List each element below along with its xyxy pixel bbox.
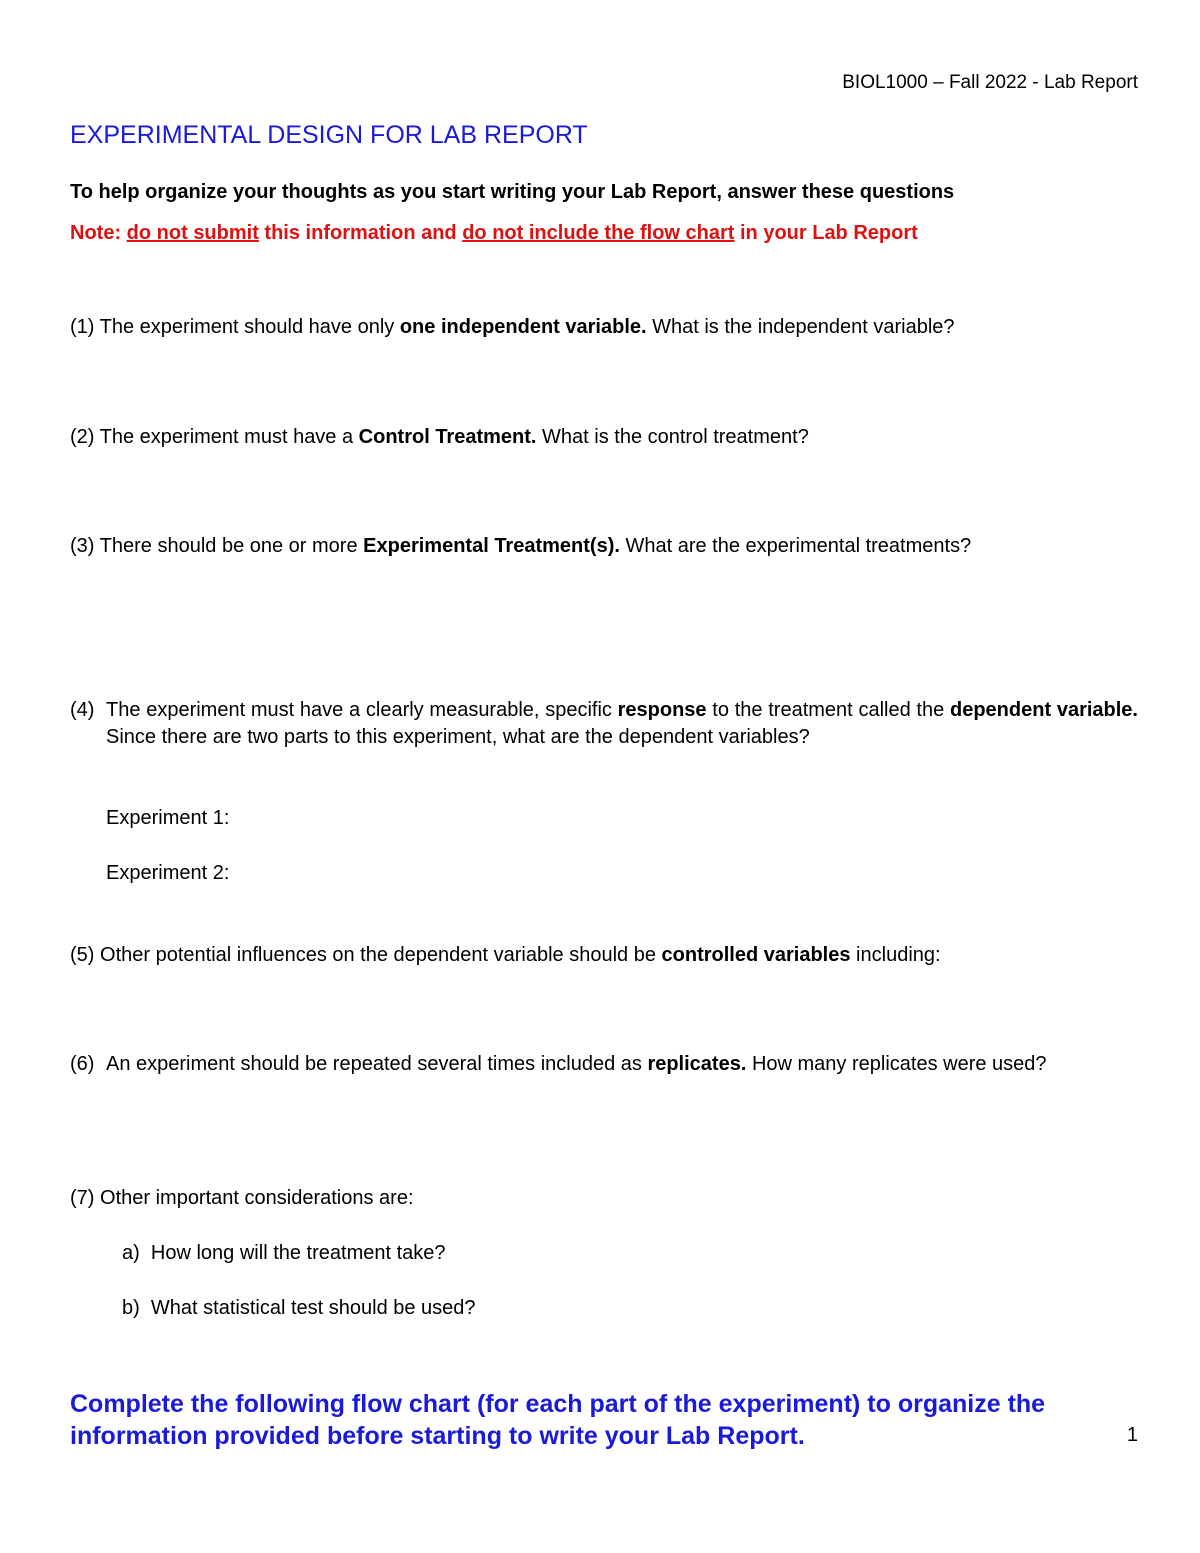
question-2-text-c: What is the control treatment? bbox=[536, 426, 809, 448]
question-4-text-c: to the treatment called the bbox=[706, 699, 950, 721]
question-6-bold: replicates. bbox=[647, 1053, 747, 1075]
list-item-letter: b) bbox=[122, 1297, 140, 1319]
question-1-text-c: What is the independent variable? bbox=[646, 316, 955, 338]
note-underline-2: do not include the flow chart bbox=[462, 222, 735, 244]
question-3-number: (3) bbox=[70, 535, 95, 557]
list-item bbox=[122, 1242, 446, 1265]
note-prefix: Note: bbox=[70, 222, 127, 244]
question-7 bbox=[70, 1187, 414, 1210]
document-title: EXPERIMENTAL DESIGN FOR LAB REPORT bbox=[70, 121, 588, 149]
question-4-text-e: Since there are two parts to this experiment, what are the dependent variables? bbox=[106, 726, 810, 748]
question-1-number: (1) bbox=[70, 316, 95, 338]
question-1-bold: one independent variable. bbox=[399, 316, 647, 338]
note-mid: this information and bbox=[258, 222, 463, 244]
question-7-text: Other important considerations are: bbox=[94, 1187, 414, 1209]
question-1-text-a: The experiment should have only bbox=[99, 316, 400, 338]
question-6-text-c: How many replicates were used? bbox=[746, 1053, 1047, 1075]
question-4 bbox=[70, 697, 1138, 751]
question-4-text-a: The experiment must have a clearly measurable, specific bbox=[106, 699, 618, 721]
list-item-text: How long will the treatment take? bbox=[150, 1242, 446, 1264]
question-4-number: (4) bbox=[70, 699, 95, 721]
question-1 bbox=[70, 316, 955, 339]
question-6-text-a: An experiment should be repeated several times included as bbox=[106, 1053, 648, 1075]
question-4-bold-dependent: dependent variable. bbox=[949, 699, 1138, 721]
question-3 bbox=[70, 535, 971, 558]
list-item-letter: a) bbox=[122, 1242, 140, 1264]
question-2 bbox=[70, 426, 809, 449]
experiment-2-label: Experiment 2: bbox=[106, 862, 230, 884]
question-2-bold: Control Treatment. bbox=[358, 426, 537, 448]
question-6 bbox=[70, 1051, 1138, 1078]
question-3-text-a: There should be one or more bbox=[99, 535, 364, 557]
question-3-text-c: What are the experimental treatments? bbox=[619, 535, 972, 557]
experiment-1-label: Experiment 1: bbox=[106, 807, 230, 829]
question-3-bold: Experimental Treatment(s). bbox=[363, 535, 620, 557]
question-5-bold: controlled variables bbox=[661, 944, 851, 966]
list-item bbox=[122, 1297, 476, 1320]
question-7-number: (7) bbox=[70, 1187, 95, 1209]
page-header: BIOL1000 – Fall 2022 - Lab Report bbox=[842, 72, 1138, 93]
note-suffix: in your Lab Report bbox=[734, 222, 918, 244]
question-5-text-a: Other potential influences on the dependent variable should be bbox=[94, 944, 662, 966]
question-6-body bbox=[106, 1051, 1138, 1078]
page-number: 1 bbox=[1126, 1424, 1138, 1446]
question-2-number: (2) bbox=[70, 426, 95, 448]
question-4-body bbox=[106, 697, 1138, 751]
note-text bbox=[70, 222, 918, 245]
question-6-number: (6) bbox=[70, 1053, 95, 1075]
note-underline-1: do not submit bbox=[126, 222, 259, 244]
list-item-text: What statistical test should be used? bbox=[150, 1297, 476, 1319]
question-5-text-c: including: bbox=[850, 944, 941, 966]
question-5-number: (5) bbox=[70, 944, 95, 966]
intro-text: To help organize your thoughts as you start writing your Lab Report, answer these questions bbox=[70, 181, 955, 203]
question-2-text-a: The experiment must have a bbox=[99, 426, 359, 448]
question-5 bbox=[70, 944, 941, 967]
question-4-bold-response: response bbox=[617, 699, 707, 721]
closing-instructions: Complete the following flow chart (for each part of the experiment) to organize the information provided before starting to write your Lab Report. bbox=[70, 1390, 1046, 1450]
